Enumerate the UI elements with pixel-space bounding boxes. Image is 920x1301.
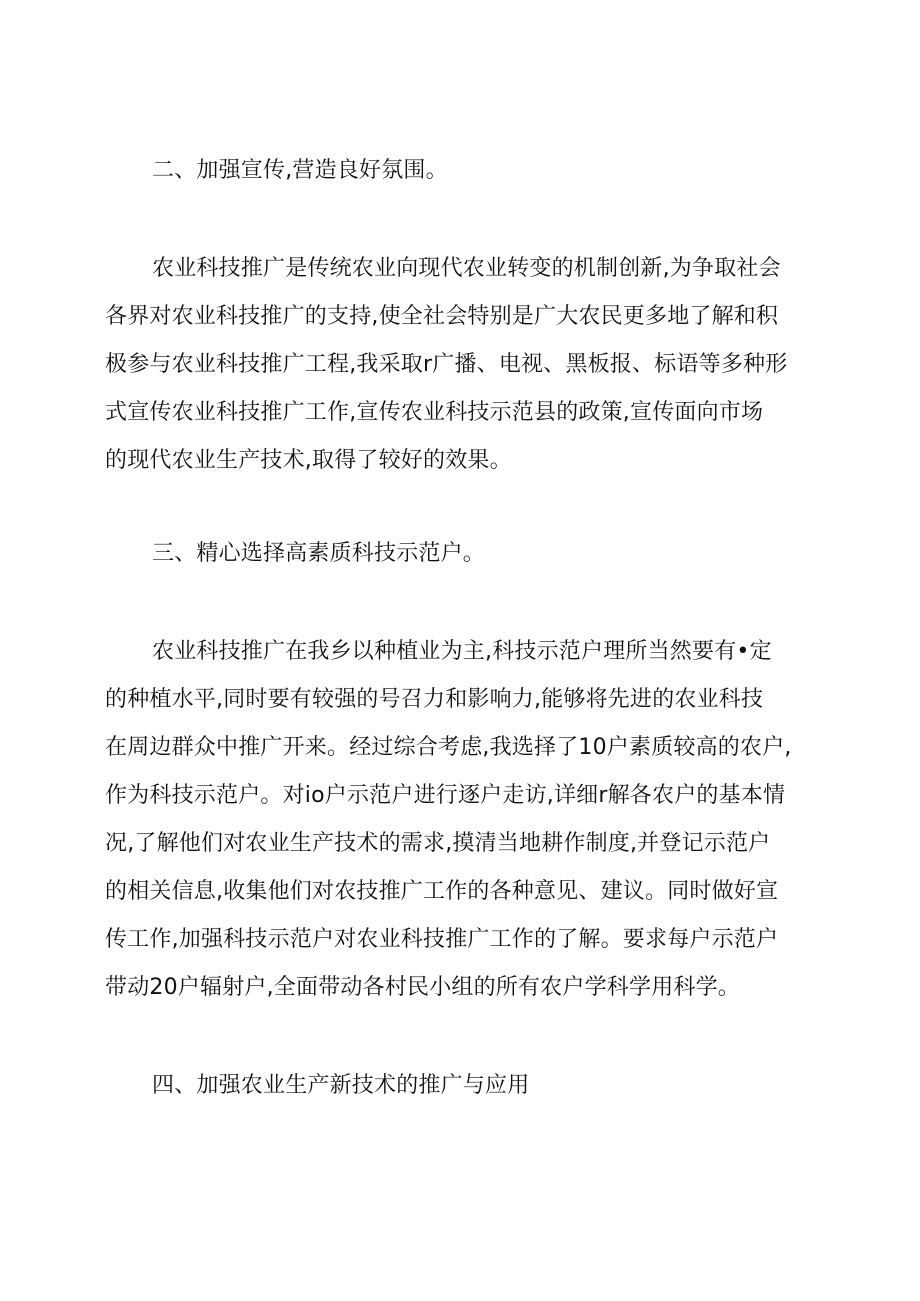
paragraph-line: 各界对农业科技推广的支持,使全社会特别是广大农民更多地了解和积 xyxy=(105,304,779,329)
section-heading-text: 二、加强宣传,营造良好氛围。 xyxy=(152,158,448,183)
section-heading-text: 四、加强农业生产新技术的推广与应用 xyxy=(152,1073,530,1098)
paragraph-line: 农业科技推广是传统农业向现代农业转变的机制创新,为争取社会 xyxy=(152,256,781,281)
paragraph-line: 带动20户辐射户,全面带动各村民小组的所有农户学科学用科学。 xyxy=(105,975,740,1000)
paragraph-line: 极参与农业科技推广工程,我采取r广播、电视、黑板报、标语等多种形 xyxy=(105,352,788,377)
paragraph-line: 的相关信息,收集他们对农技推广工作的各种意见、建议。同时做好宣 xyxy=(105,879,779,904)
paragraph-line: 的现代农业生产技术,取得了较好的效果。 xyxy=(105,448,512,473)
section-heading-text: 三、精心选择高素质科技示范户。 xyxy=(152,541,486,566)
paragraph-line: 况,了解他们对农业生产技术的需求,摸清当地耕作制度,并登记示范户 xyxy=(105,831,771,856)
paragraph-line: 的种植水平,同时要有较强的号召力和影响力,能够将先进的农业科技 xyxy=(105,687,764,712)
paragraph-line: 传工作,加强科技示范户对农业科技推广工作的了解。要求每户示范户 xyxy=(105,927,779,952)
paragraph-line: 在周边群众中推广开来。经过综合考虑,我选择了10户素质较高的农户, xyxy=(105,735,792,760)
paragraph-line: 式宣传农业科技推广工作,宣传农业科技示范县的政策,宣传面向市场 xyxy=(105,400,764,425)
paragraph-line: 农业科技推广在我乡以种植业为主,科技示范户理所当然要有•定 xyxy=(152,639,772,664)
paragraph-line: 作为科技示范户。对io户示范户进行逐户走访,详细r解各农户的基本情 xyxy=(105,783,786,808)
